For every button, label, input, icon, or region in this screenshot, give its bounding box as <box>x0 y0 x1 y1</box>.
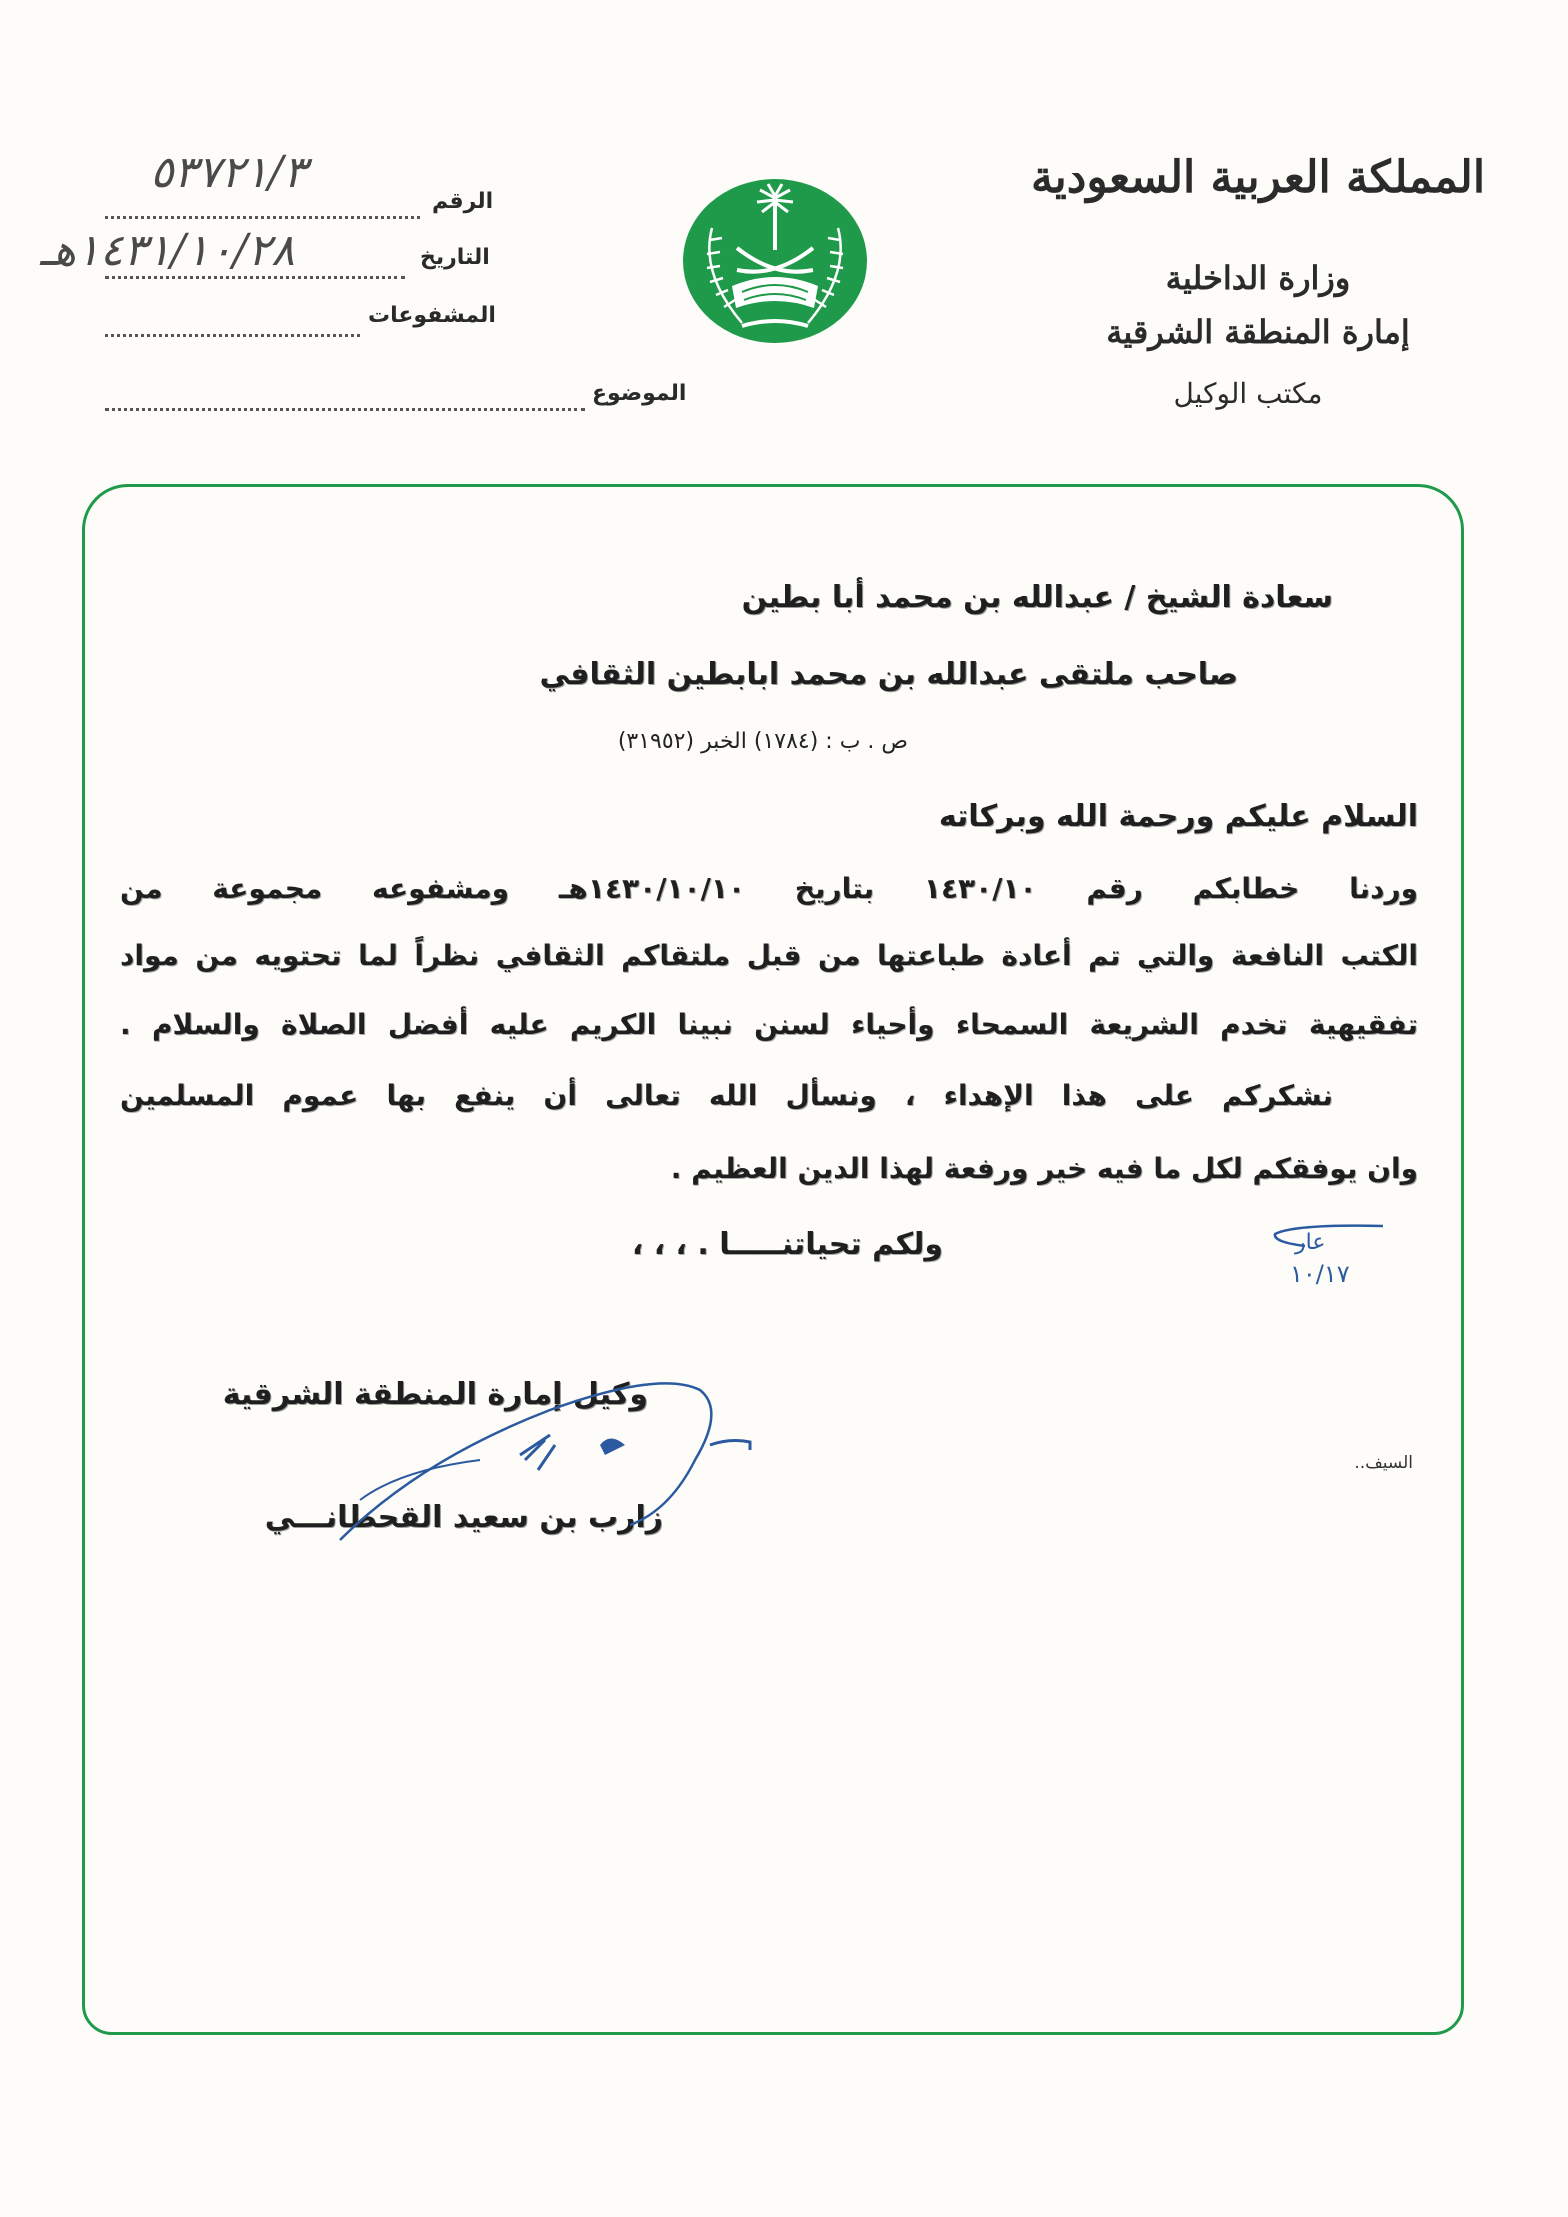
subject-dotted-line <box>105 408 585 411</box>
annotation-date: ١٠/١٧ <box>1290 1260 1350 1288</box>
date-label: التاريخ <box>420 245 490 270</box>
closing: ولكم تحياتنـــــا . ، ، ، <box>631 1227 943 1262</box>
paragraph1-line-1: وردنا خطابكم رقم ١٤٣٠/١٠ بتاريخ ١٤٣٠/١٠/١٠هـ ومشفوعه مجموعة من <box>120 872 1419 905</box>
attachments-label: المشفوعات <box>368 303 496 328</box>
letterhead-country: المملكة العربية السعودية <box>1030 152 1486 203</box>
signatory-title: وكيل إمارة المنطقة الشرقية <box>222 1377 648 1412</box>
paragraph1-line-3: تفقيهية تخدم الشريعة السمحاء وأحياء لسنن نبينا الكريم عليه أفضل الصلاة والسلام . <box>120 1008 1418 1041</box>
greeting: السلام عليكم ورحمة الله وبركاته <box>938 799 1418 834</box>
recipient-line-2: صاحب ملتقى عبدالله بن محمد ابابطين الثقافي <box>539 657 1238 692</box>
recipient-line-1: سعادة الشيخ / عبدالله بن محمد أبا بطين <box>741 580 1333 615</box>
number-dotted-line <box>105 216 420 219</box>
paragraph1-line-2: الكتب النافعة والتي تم أعادة طباعتها من قبل ملتقاكم الثقافي نظراً لما تحتويه من مواد <box>120 939 1418 972</box>
typist-initials: السيف.. <box>1354 1453 1413 1473</box>
saudi-emblem-icon <box>682 178 868 344</box>
annotation-text: عار <box>1295 1230 1326 1255</box>
signatory-name: زارب بن سعيد القحطانـــي <box>264 1500 663 1535</box>
handwritten-signature <box>300 1350 780 1560</box>
paragraph2-line-1: نشكركم على هذا الإهداء ، ونسأل الله تعالى أن ينفع بها عموم المسلمين <box>120 1079 1333 1112</box>
attachments-dotted-line <box>105 334 360 337</box>
letterhead-office: مكتب الوكيل <box>1173 377 1323 410</box>
number-value: ٥٣٧٢١/٣ <box>150 147 307 198</box>
letterhead-ministry: وزارة الداخلية <box>1165 259 1351 297</box>
subject-label: الموضوع <box>592 381 687 406</box>
number-label: الرقم <box>432 189 494 214</box>
letterhead-emirate: إمارة المنطقة الشرقية <box>1106 313 1410 351</box>
paragraph2-line-2: وان يوفقكم لكل ما فيه خير ورفعة لهذا الدين العظيم . <box>670 1152 1418 1185</box>
recipient-address: ص . ب : (١٧٨٤) الخبر (٣١٩٥٢) <box>617 729 908 754</box>
date-value: ١٤٣١/١٠/٢٨هـ <box>40 225 295 276</box>
